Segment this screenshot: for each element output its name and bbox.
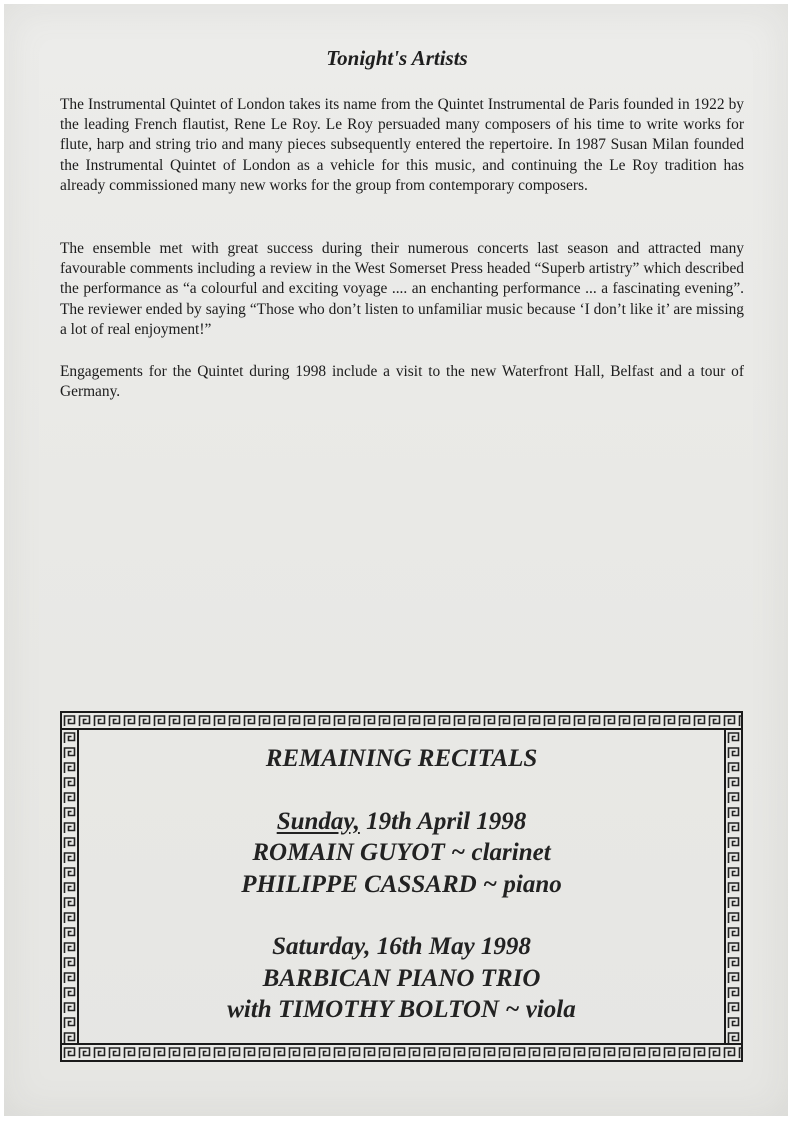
- greek-key-border-bottom: [62, 1043, 741, 1060]
- recitals-content: [82, 733, 721, 1040]
- recital-date: [82, 806, 721, 838]
- greek-key-border-left: [62, 730, 79, 1043]
- paragraph-reviews: The ensemble met with great success during their numerous concerts last season and attracted many favourable comments including a review in the West Somerset Press headed “Superb artistry” which described the performance as “a colourful and exciting voyage .... an enchanting performance ... a fascinating evening”. The reviewer ended by saying “Those who don’t listen to unfamiliar music because ‘I don’t like it’ are missing a lot of real enjoyment!”: [60, 240, 744, 338]
- paragraph-history: The Instrumental Quintet of London takes its name from the Quintet Instrumental de Paris founded in 1922 by the leading French flautist, Rene Le Roy. Le Roy persuaded many composers of his time to write works for flute, harp and string trio and many pieces subsequently entered the repertoire. In 1987 Susan Milan founded the Instrumental Quintet of London as a vehicle for this music, and continuing the Le Roy tradition has already commissioned many new works for the group from contemporary composers.: [60, 96, 744, 194]
- recital-date-text: 19th April 1998: [359, 807, 527, 835]
- recitals-title: REMAINING RECITALS: [265, 745, 538, 772]
- recital-date: [82, 931, 721, 963]
- paragraph-engagements: Engagements for the Quintet during 1998 include a visit to the new Waterfront Hall, Belfast and a tour of Germany.: [60, 363, 744, 401]
- recital-performer: ROMAIN GUYOT ~ clarinet: [252, 839, 551, 866]
- recital-day: Sunday,: [276, 807, 360, 835]
- page-heading: Tonight's Artists: [326, 46, 468, 70]
- greek-key-border-top: [62, 713, 741, 730]
- recital-date-text: 16th May 1998: [370, 933, 531, 960]
- remaining-recitals-box: [60, 711, 743, 1062]
- recital-performer: PHILIPPE CASSARD ~ piano: [241, 870, 562, 898]
- recital-day: Saturday,: [272, 933, 371, 960]
- greek-key-border-right: [724, 730, 741, 1043]
- recital-performer: BARBICAN PIANO TRIO: [262, 964, 541, 992]
- recital-performer: with TIMOTHY BOLTON ~ viola: [227, 996, 576, 1023]
